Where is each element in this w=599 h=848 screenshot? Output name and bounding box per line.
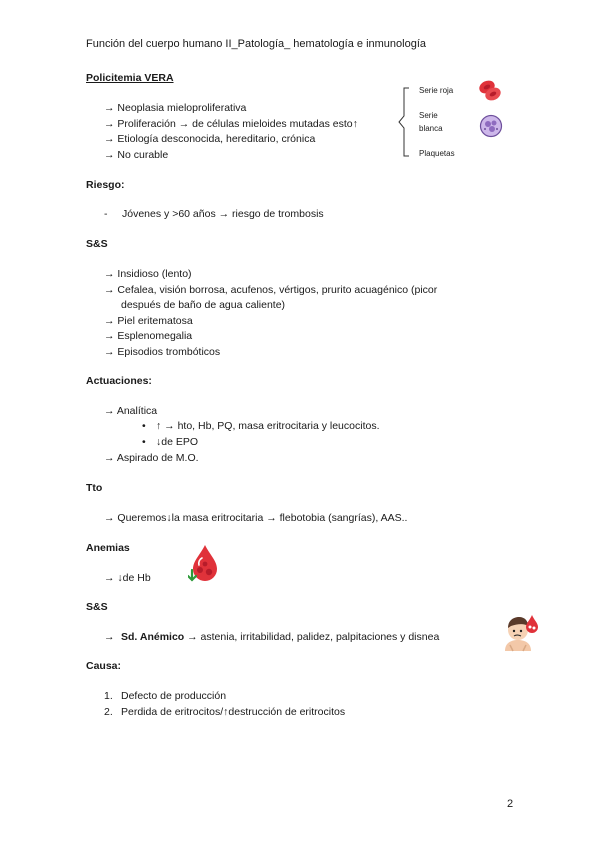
red-blood-cells-icon (477, 78, 503, 102)
actuaciones-item-2: → Aspirado de M.O. (104, 452, 199, 464)
tto-item: → Queremos↓la masa eritrocitaria → flebotobia (sangrías), AAS.. (104, 512, 408, 524)
list-item: → Neoplasia mieloproliferativa (104, 102, 247, 114)
list-item: → Proliferación → de células mieloides mutadas esto↑ (104, 117, 358, 130)
ss-list (104, 267, 437, 360)
list-item: → Etiología desconocida, hereditario, crónica (104, 133, 316, 145)
label-plaquetas: Plaquetas (419, 149, 455, 158)
section-title-actuaciones: Actuaciones: (86, 375, 152, 387)
sub-item: • ↓de EPO (142, 435, 380, 451)
list-item-continuation: después de baño de agua caliente) (121, 299, 286, 311)
list-item: → Piel eritematosa (104, 314, 193, 327)
list-item: 2. Perdida de eritrocitos/↑destrucción de eritrocitos (104, 705, 345, 721)
actuaciones-sublist (142, 419, 380, 450)
label-blanca: blanca (419, 124, 443, 133)
section-title-anemias: Anemias (86, 542, 130, 554)
section-title-ss-2: S&S (86, 601, 108, 613)
blood-drop-icon (188, 543, 222, 583)
list-item: → No curable (104, 148, 169, 161)
bracket-diagram (398, 86, 412, 158)
ss2-text: → astenia, irritabilidad, palidez, palpitaciones y disnea (184, 631, 440, 643)
list-item-text: Perdida de eritrocitos/↑destrucción de eritrocitos (121, 705, 346, 718)
label-serie: Serie (419, 111, 438, 120)
causa-list (104, 689, 345, 720)
riesgo-text: Jóvenes y >60 años → riesgo de trombosis (122, 208, 324, 220)
sub-item-text: ↑ → hto, Hb, PQ, masa eritrocitaria y leucocitos. (156, 420, 380, 432)
policitemia-list (104, 101, 358, 163)
actuaciones-item-1: → Analítica (104, 405, 158, 417)
list-item: → Esplenomegalia (104, 330, 193, 342)
page-number: 2 (507, 798, 514, 810)
list-item: → Insidioso (lento) (104, 268, 192, 280)
section-title-riesgo: Riesgo: (86, 179, 125, 191)
sd-anemico-label: Sd. Anémico (121, 631, 185, 643)
list-item: 1. Defecto de producción (104, 689, 345, 705)
label-serie-roja: Serie roja (419, 86, 454, 95)
section-title-causa: Causa: (86, 660, 122, 672)
section-title-policitemia: Policitemia VERA (86, 72, 174, 84)
section-title-tto: Tto (86, 482, 103, 494)
anemic-person-icon (499, 611, 539, 653)
list-item: → Episodios trombóticos (104, 345, 221, 358)
ss2-item: → Sd. Anémico → astenia, irritabilidad, palidez, palpitaciones y disnea (104, 630, 439, 646)
sub-item: • ↑ → hto, Hb, PQ, masa eritrocitaria y leucocitos. (142, 419, 380, 435)
list-item-text: Defecto de producción (121, 690, 227, 702)
list-item: → Cefalea, visión borrosa, acufenos, vértigos, prurito acuagénico (picor (104, 283, 438, 296)
anemias-item: → ↓de Hb (104, 572, 151, 584)
section-title-ss: S&S (86, 238, 108, 250)
riesgo-item (104, 208, 324, 220)
page-header: Función del cuerpo humano II_Patología_ hematología e inmunología (86, 38, 427, 50)
dash-bullet: - (104, 208, 108, 220)
sub-item-text: ↓de EPO (156, 435, 199, 448)
white-blood-cell-icon (479, 114, 503, 138)
